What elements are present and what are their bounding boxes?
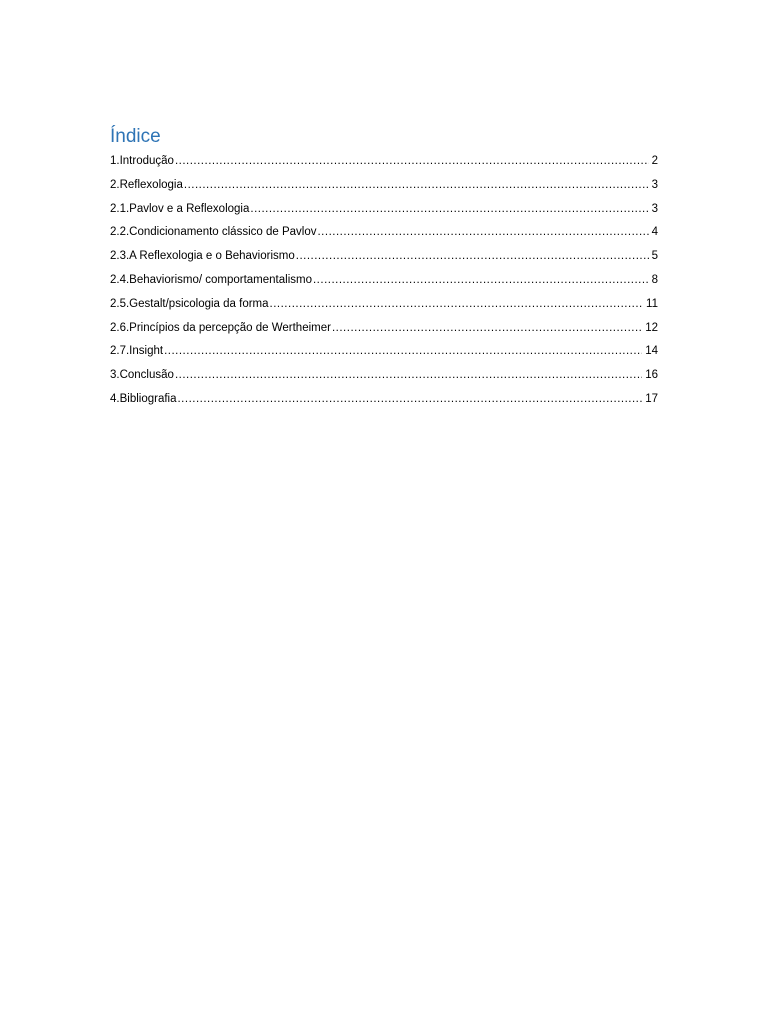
toc-entry-page: 2 xyxy=(651,155,658,167)
toc-entry-page: 14 xyxy=(645,345,658,358)
toc-title: Índice xyxy=(110,126,161,147)
toc-entry-page: 16 xyxy=(645,369,658,382)
toc-dot-leader xyxy=(317,221,648,245)
toc-entry-label: 2.5.Gestalt/psicologia da forma xyxy=(110,297,269,310)
toc-entry-introducao[interactable] xyxy=(110,150,658,174)
toc-entry-condicionamento-classico[interactable] xyxy=(110,221,658,245)
toc-entry-page: 5 xyxy=(651,250,658,263)
toc-entry-label: 1.Introdução xyxy=(110,155,174,167)
toc-dot-leader xyxy=(250,198,648,222)
toc-entry-pavlov-reflexologia[interactable] xyxy=(110,198,658,222)
toc-entry-page: 17 xyxy=(645,392,658,405)
toc-entry-page: 4 xyxy=(651,226,658,239)
toc-dot-leader xyxy=(270,293,644,317)
toc-entry-principios-wertheimer[interactable] xyxy=(110,317,658,341)
toc-entry-page: 3 xyxy=(651,178,658,191)
toc-entry-gestalt[interactable] xyxy=(110,293,658,317)
toc-entry-reflexologia-behaviorismo[interactable] xyxy=(110,245,658,269)
toc-entry-insight[interactable] xyxy=(110,340,658,364)
toc-dot-leader xyxy=(177,388,642,412)
toc-dot-leader xyxy=(184,174,649,198)
toc-entry-label: 2.Reflexologia xyxy=(110,178,183,191)
toc-entry-label: 2.3.A Reflexologia e o Behaviorismo xyxy=(110,250,295,263)
toc-entry-label: 2.6.Princípios da percepção de Wertheimer xyxy=(110,321,331,334)
toc-entry-label: 2.2.Condicionamento clássico de Pavlov xyxy=(110,226,317,239)
toc-entry-label: 3.Conclusão xyxy=(110,369,174,382)
toc-entry-label: 2.1.Pavlov e a Reflexologia xyxy=(110,202,250,215)
toc-entry-label: 2.4.Behaviorismo/ comportamentalismo xyxy=(110,273,312,286)
toc-dot-leader xyxy=(296,245,649,269)
toc-dot-leader xyxy=(313,269,649,293)
toc-entry-page: 12 xyxy=(645,321,658,334)
toc-entry-label: 2.7.Insight xyxy=(110,345,164,358)
toc-entry-page: 8 xyxy=(651,273,658,286)
toc-entry-page: 3 xyxy=(651,202,658,215)
toc-dot-leader xyxy=(164,340,642,364)
toc-dot-leader xyxy=(332,317,642,341)
toc-entry-reflexologia[interactable] xyxy=(110,174,658,198)
toc-list xyxy=(110,150,658,412)
toc-entry-label: 4.Bibliografia xyxy=(110,392,177,405)
table-of-contents xyxy=(110,124,658,412)
toc-entry-page: 11 xyxy=(646,297,658,310)
toc-entry-bibliografia[interactable] xyxy=(110,388,658,412)
toc-dot-leader xyxy=(175,150,649,174)
toc-entry-behaviorismo[interactable] xyxy=(110,269,658,293)
toc-entry-conclusao[interactable] xyxy=(110,364,658,388)
toc-dot-leader xyxy=(175,364,642,388)
